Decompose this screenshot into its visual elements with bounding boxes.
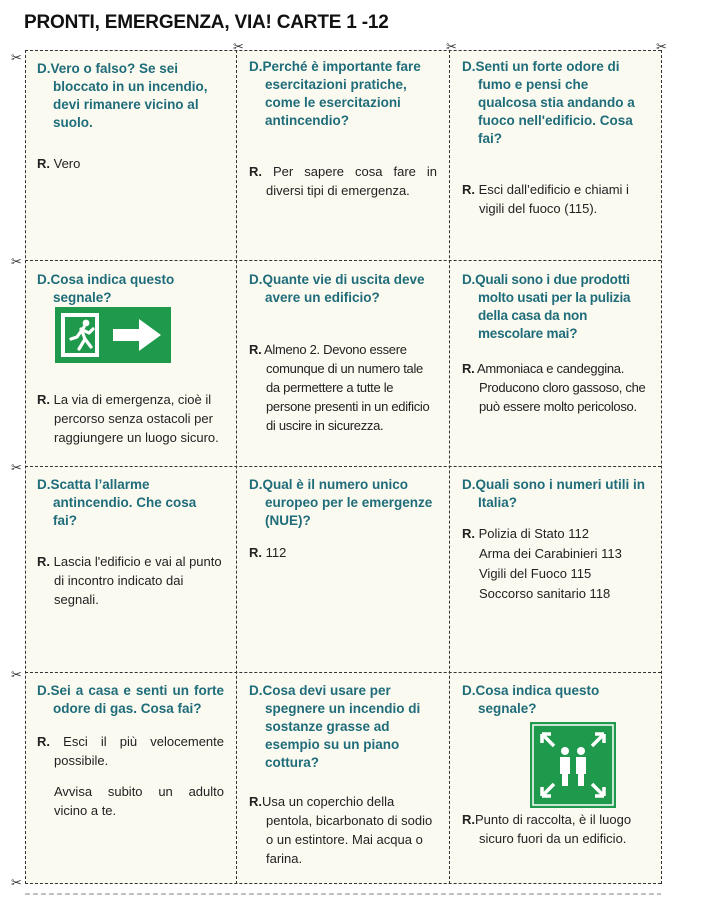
card-12: D.Cosa indica questo segnale? R.Punto di raccolta, è il luogo sicuro fuori da un edificio. (462, 683, 632, 846)
card-answer: La via di emergenza, cioè il percorso senza ostacoli per raggiungere un luogo sicuro. (53, 392, 219, 445)
card-11: D.Cosa devi usare per spegnere un incendio di sostanze grasse ad esempio su un piano cottura? R.Usa un coperchio della pentola, bicarbonato di sodio o un estintore. Mai acqua o farina. (249, 683, 433, 866)
scissors-icon: ✂ (11, 254, 22, 269)
card-answer: 112 (265, 545, 287, 560)
emergency-exit-sign-icon (55, 307, 171, 363)
cards-grid (25, 50, 661, 884)
card-answer: Punto di raccolta, è il luogo sicuro fuori da un edificio. (475, 812, 632, 846)
card-7: D.Scatta l’allarme antincendio. Che cosa fai? R. Lascia l'edificio e vai al punto di incontro indicato dai segnali. (37, 477, 222, 607)
card-answer: Ammoniaca e candeggina. Producono cloro gassoso, che può essere molto pericoloso. (477, 361, 646, 414)
card-question: Quali sono i due prodotti molto usati per la pulizia della casa da non mescolare mai? (475, 272, 631, 341)
card-question: Sei a casa e senti un forte odore di gas. Cosa fai? (50, 683, 224, 716)
card-3: D.Senti un forte odore di fumo e pensi che qualcosa stia andando a fuoco nell'edificio. Cosa fai? R. Esci dall’edificio e chiami i vigili del fuoco (115). (462, 59, 635, 216)
scissors-icon: ✂ (656, 39, 667, 54)
card-answer-extra: Avvisa subito un adulto vicino a te. (54, 784, 224, 818)
card-9: D.Quali sono i numeri utili in Italia? R. Polizia di Stato 112 Arma dei Carabinieri 113 Vigili del Fuoco 115 Soccorso sanitario 118 (450, 466, 661, 672)
footer-divider (25, 893, 661, 895)
scissors-icon: ✂ (11, 667, 22, 682)
card-1: D.Vero o falso? Se sei bloccato in un incendio, devi rimanere vicino al suolo. R. Vero (37, 61, 208, 171)
assembly-point-sign-icon (530, 722, 616, 808)
card-4: D.Cosa indica questo segnale? R. La via di emergenza, cioè il percorso senza ostacoli per raggiungere un luogo sicuro. (37, 272, 219, 445)
page-title: PRONTI, EMERGENZA, VIA! CARTE 1 -12 (24, 12, 389, 33)
scissors-icon: ✂ (11, 875, 22, 890)
card-question: Cosa devi usare per spegnere un incendio di sostanze grasse ad esempio su un piano cottura? (262, 683, 421, 770)
card-question: Vero o falso? Se sei bloccato in un incendio, devi rimanere vicino al suolo. (50, 61, 208, 130)
card-question: Qual è il numero unico europeo per le emergenze (NUE)? (262, 477, 433, 528)
scissors-icon: ✂ (233, 39, 244, 54)
card-question: Quante vie di uscita deve avere un edificio? (262, 272, 425, 305)
scissors-icon: ✂ (446, 39, 457, 54)
card-question: Perché è importante fare esercitazioni pratiche, come le esercitazioni antincendio? (262, 59, 421, 128)
scissors-icon: ✂ (11, 50, 22, 65)
card-answer: Usa un coperchio della pentola, bicarbonato di sodio o un estintore. Mai acqua o farina. (262, 794, 433, 866)
card-5: D.Quante vie di uscita deve avere un edificio? R. Almeno 2. Devono essere comunque di un numero tale da permettere a tutte le persone presenti in un edificio di uscire in sicurezza. (249, 272, 430, 433)
card-answer: Esci il più velocemente possibile. (54, 734, 224, 768)
card-answer: Lascia l'edificio e vai al punto di incontro indicato dai segnali. (53, 554, 222, 607)
card-question: Cosa indica questo segnale? (475, 683, 600, 716)
card-answer: R. Polizia di Stato 112 Arma dei Carabinieri 113 Vigili del Fuoco 115 Soccorso sanitario 118 (462, 526, 622, 601)
card-2: D.Perché è importante fare esercitazioni pratiche, come le esercitazioni antincendio? R. Per sapere cosa fare in diversi tipi di emergenza. (249, 59, 437, 198)
card-6: D.Quali sono i due prodotti molto usati per la pulizia della casa da non mescolare mai? R. Ammoniaca e candeggina. Producono cloro gassoso, che può essere molto pericoloso. (462, 272, 646, 414)
card-answer: Esci dall’edificio e chiami i vigili del fuoco (115). (478, 182, 629, 216)
card-answer: Per sapere cosa fare in diversi tipi di emergenza. (266, 164, 437, 198)
scissors-icon: ✂ (11, 460, 22, 475)
card-answer: Almeno 2. Devono essere comunque di un numero tale da permettere a tutte le persone presenti in un edificio di uscire in sicurezza. (264, 342, 430, 433)
card-question: Scatta l’allarme antincendio. Che cosa fai? (50, 477, 197, 528)
card-answer: Vero (53, 156, 81, 171)
card-question: Cosa indica questo segnale? (50, 272, 175, 305)
card-10: D.Sei a casa e senti un forte odore di gas. Cosa fai? R. Esci il più velocemente possibile. Avvisa subito un adulto vicino a te. (37, 683, 224, 818)
card-question: Quali sono i numeri utili in Italia? (475, 477, 646, 510)
card-question: Senti un forte odore di fumo e pensi che qualcosa stia andando a fuoco nell'edificio. Cosa fai? (475, 59, 635, 146)
card-8: D.Qual è il numero unico europeo per le emergenze (NUE)? R. 112 (249, 477, 433, 560)
